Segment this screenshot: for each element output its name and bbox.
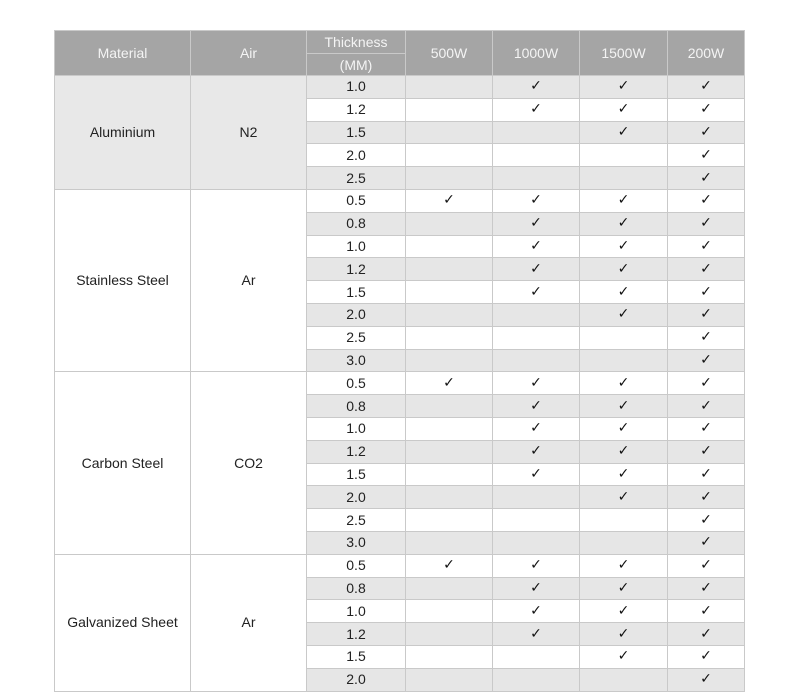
check-icon: ✓ bbox=[668, 326, 745, 349]
check-icon: ✓ bbox=[668, 189, 745, 212]
check-icon: ✓ bbox=[668, 531, 745, 554]
thickness-cell: 1.5 bbox=[307, 281, 406, 304]
thickness-cell: 2.5 bbox=[307, 167, 406, 190]
check-icon: ✓ bbox=[668, 509, 745, 532]
empty-cell bbox=[580, 349, 668, 372]
check-icon: ✓ bbox=[668, 554, 745, 577]
table-body bbox=[55, 76, 745, 692]
check-icon: ✓ bbox=[493, 577, 580, 600]
thickness-cell: 1.0 bbox=[307, 76, 406, 99]
table-row bbox=[55, 554, 745, 577]
check-icon: ✓ bbox=[493, 235, 580, 258]
empty-cell bbox=[406, 645, 493, 668]
header-power-1500w: 1500W bbox=[580, 31, 668, 76]
thickness-cell: 1.0 bbox=[307, 417, 406, 440]
empty-cell bbox=[406, 235, 493, 258]
check-icon: ✓ bbox=[493, 440, 580, 463]
thickness-cell: 3.0 bbox=[307, 349, 406, 372]
empty-cell bbox=[493, 509, 580, 532]
empty-cell bbox=[406, 326, 493, 349]
empty-cell bbox=[406, 303, 493, 326]
check-icon: ✓ bbox=[668, 349, 745, 372]
check-icon: ✓ bbox=[493, 212, 580, 235]
thickness-cell: 2.5 bbox=[307, 326, 406, 349]
thickness-cell: 0.8 bbox=[307, 577, 406, 600]
empty-cell bbox=[406, 395, 493, 418]
thickness-cell: 0.5 bbox=[307, 189, 406, 212]
header-thickness: Thickness bbox=[307, 31, 406, 54]
check-icon: ✓ bbox=[668, 645, 745, 668]
empty-cell bbox=[580, 167, 668, 190]
empty-cell bbox=[406, 623, 493, 646]
check-icon: ✓ bbox=[668, 258, 745, 281]
check-icon: ✓ bbox=[668, 395, 745, 418]
air-cell: Ar bbox=[191, 189, 307, 371]
check-icon: ✓ bbox=[668, 417, 745, 440]
check-icon: ✓ bbox=[580, 98, 668, 121]
empty-cell bbox=[406, 98, 493, 121]
check-icon: ✓ bbox=[580, 303, 668, 326]
check-icon: ✓ bbox=[493, 189, 580, 212]
thickness-cell: 0.5 bbox=[307, 372, 406, 395]
check-icon: ✓ bbox=[493, 76, 580, 99]
check-icon: ✓ bbox=[668, 76, 745, 99]
thickness-cell: 2.0 bbox=[307, 486, 406, 509]
check-icon: ✓ bbox=[406, 554, 493, 577]
thickness-cell: 1.0 bbox=[307, 600, 406, 623]
check-icon: ✓ bbox=[668, 623, 745, 646]
thickness-cell: 3.0 bbox=[307, 531, 406, 554]
thickness-cell: 0.8 bbox=[307, 395, 406, 418]
empty-cell bbox=[493, 326, 580, 349]
thickness-cell: 2.0 bbox=[307, 303, 406, 326]
table-row bbox=[55, 372, 745, 395]
empty-cell bbox=[406, 258, 493, 281]
check-icon: ✓ bbox=[580, 372, 668, 395]
check-icon: ✓ bbox=[580, 212, 668, 235]
check-icon: ✓ bbox=[580, 76, 668, 99]
check-icon: ✓ bbox=[493, 258, 580, 281]
material-cell: Galvanized Sheet bbox=[55, 554, 191, 691]
material-cell: Aluminium bbox=[55, 76, 191, 190]
check-icon: ✓ bbox=[580, 258, 668, 281]
check-icon: ✓ bbox=[580, 486, 668, 509]
empty-cell bbox=[406, 167, 493, 190]
air-cell: CO2 bbox=[191, 372, 307, 554]
empty-cell bbox=[406, 349, 493, 372]
thickness-cell: 2.0 bbox=[307, 144, 406, 167]
header-power-200w: 200W bbox=[668, 31, 745, 76]
thickness-cell: 1.5 bbox=[307, 121, 406, 144]
check-icon: ✓ bbox=[668, 577, 745, 600]
check-icon: ✓ bbox=[493, 623, 580, 646]
thickness-cell: 0.5 bbox=[307, 554, 406, 577]
check-icon: ✓ bbox=[580, 600, 668, 623]
table-header bbox=[55, 31, 745, 76]
check-icon: ✓ bbox=[668, 600, 745, 623]
check-icon: ✓ bbox=[580, 121, 668, 144]
empty-cell bbox=[406, 121, 493, 144]
check-icon: ✓ bbox=[668, 372, 745, 395]
cutting-capability-table bbox=[54, 30, 745, 692]
thickness-cell: 2.0 bbox=[307, 668, 406, 691]
check-icon: ✓ bbox=[493, 600, 580, 623]
empty-cell bbox=[493, 303, 580, 326]
empty-cell bbox=[406, 531, 493, 554]
header-material: Material bbox=[55, 31, 191, 76]
check-icon: ✓ bbox=[668, 144, 745, 167]
check-icon: ✓ bbox=[668, 167, 745, 190]
check-icon: ✓ bbox=[580, 645, 668, 668]
empty-cell bbox=[580, 531, 668, 554]
empty-cell bbox=[406, 486, 493, 509]
table-row bbox=[55, 189, 745, 212]
header-air: Air bbox=[191, 31, 307, 76]
header-power-1000w: 1000W bbox=[493, 31, 580, 76]
empty-cell bbox=[493, 486, 580, 509]
empty-cell bbox=[493, 144, 580, 167]
empty-cell bbox=[406, 509, 493, 532]
check-icon: ✓ bbox=[580, 395, 668, 418]
empty-cell bbox=[493, 121, 580, 144]
empty-cell bbox=[493, 645, 580, 668]
check-icon: ✓ bbox=[493, 372, 580, 395]
empty-cell bbox=[493, 167, 580, 190]
empty-cell bbox=[406, 212, 493, 235]
check-icon: ✓ bbox=[493, 281, 580, 304]
thickness-cell: 1.2 bbox=[307, 623, 406, 646]
check-icon: ✓ bbox=[668, 463, 745, 486]
empty-cell bbox=[493, 531, 580, 554]
empty-cell bbox=[406, 463, 493, 486]
material-cell: Carbon Steel bbox=[55, 372, 191, 554]
thickness-cell: 1.2 bbox=[307, 440, 406, 463]
check-icon: ✓ bbox=[493, 463, 580, 486]
air-cell: N2 bbox=[191, 76, 307, 190]
table-row bbox=[55, 76, 745, 99]
thickness-cell: 1.5 bbox=[307, 463, 406, 486]
check-icon: ✓ bbox=[668, 440, 745, 463]
material-cell: Stainless Steel bbox=[55, 189, 191, 371]
empty-cell bbox=[580, 509, 668, 532]
check-icon: ✓ bbox=[580, 189, 668, 212]
check-icon: ✓ bbox=[668, 121, 745, 144]
check-icon: ✓ bbox=[668, 281, 745, 304]
header-thickness-unit: (MM) bbox=[307, 54, 406, 76]
empty-cell bbox=[580, 326, 668, 349]
check-icon: ✓ bbox=[580, 281, 668, 304]
thickness-cell: 1.0 bbox=[307, 235, 406, 258]
check-icon: ✓ bbox=[406, 189, 493, 212]
empty-cell bbox=[406, 440, 493, 463]
empty-cell bbox=[406, 577, 493, 600]
thickness-cell: 1.2 bbox=[307, 98, 406, 121]
thickness-cell: 2.5 bbox=[307, 509, 406, 532]
empty-cell bbox=[406, 600, 493, 623]
check-icon: ✓ bbox=[668, 486, 745, 509]
check-icon: ✓ bbox=[580, 623, 668, 646]
check-icon: ✓ bbox=[580, 440, 668, 463]
check-icon: ✓ bbox=[580, 235, 668, 258]
check-icon: ✓ bbox=[580, 417, 668, 440]
empty-cell bbox=[406, 144, 493, 167]
check-icon: ✓ bbox=[580, 554, 668, 577]
check-icon: ✓ bbox=[668, 212, 745, 235]
thickness-cell: 1.5 bbox=[307, 645, 406, 668]
check-icon: ✓ bbox=[493, 395, 580, 418]
empty-cell bbox=[406, 281, 493, 304]
air-cell: Ar bbox=[191, 554, 307, 691]
check-icon: ✓ bbox=[580, 577, 668, 600]
empty-cell bbox=[406, 417, 493, 440]
header-power-500w: 500W bbox=[406, 31, 493, 76]
check-icon: ✓ bbox=[493, 98, 580, 121]
empty-cell bbox=[493, 349, 580, 372]
check-icon: ✓ bbox=[668, 235, 745, 258]
empty-cell bbox=[580, 144, 668, 167]
thickness-cell: 1.2 bbox=[307, 258, 406, 281]
check-icon: ✓ bbox=[493, 554, 580, 577]
check-icon: ✓ bbox=[580, 463, 668, 486]
check-icon: ✓ bbox=[406, 372, 493, 395]
thickness-cell: 0.8 bbox=[307, 212, 406, 235]
empty-cell bbox=[406, 76, 493, 99]
check-icon: ✓ bbox=[668, 98, 745, 121]
check-icon: ✓ bbox=[668, 303, 745, 326]
check-icon: ✓ bbox=[668, 668, 745, 691]
check-icon: ✓ bbox=[493, 417, 580, 440]
